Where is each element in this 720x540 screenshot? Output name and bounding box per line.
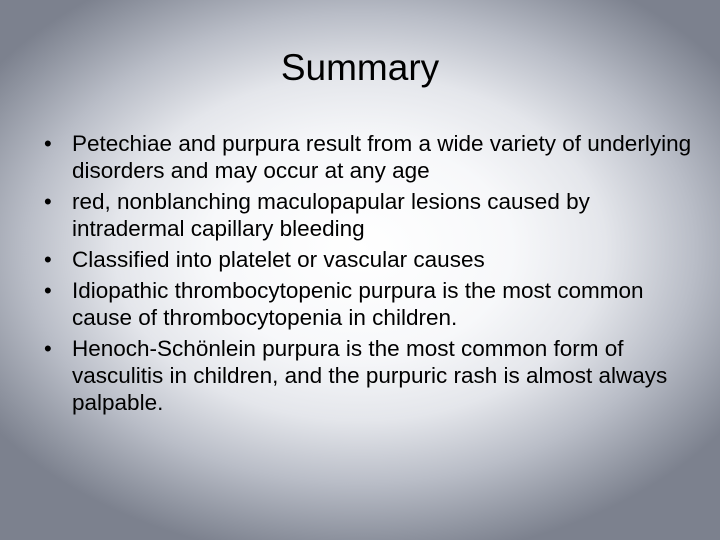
bullet-text: Petechiae and purpura result from a wide variety of underlying disorders and may occur at any age <box>72 131 692 183</box>
bullet-text: Classified into platelet or vascular causes <box>72 247 485 272</box>
bullet-dot-icon: • <box>44 247 52 272</box>
bullet-item <box>44 130 694 184</box>
bullet-text: Idiopathic thrombocytopenic purpura is the most common cause of thrombocytopenia in children. <box>72 278 644 330</box>
bullet-text: Henoch-Schönlein purpura is the most common form of vasculitis in children, and the purpuric rash is almost always palpable. <box>72 336 668 415</box>
bullet-list <box>44 130 694 420</box>
bullet-item <box>44 188 694 242</box>
bullet-dot-icon: • <box>44 189 52 214</box>
bullet-item <box>44 277 694 331</box>
bullet-item <box>44 335 694 416</box>
bullet-item <box>44 246 694 273</box>
bullet-dot-icon: • <box>44 336 52 361</box>
bullet-dot-icon: • <box>44 131 52 156</box>
bullet-text: red, nonblanching maculopapular lesions caused by intradermal capillary bleeding <box>72 189 590 241</box>
slide-title: Summary <box>280 47 440 88</box>
bullet-dot-icon: • <box>44 278 52 303</box>
